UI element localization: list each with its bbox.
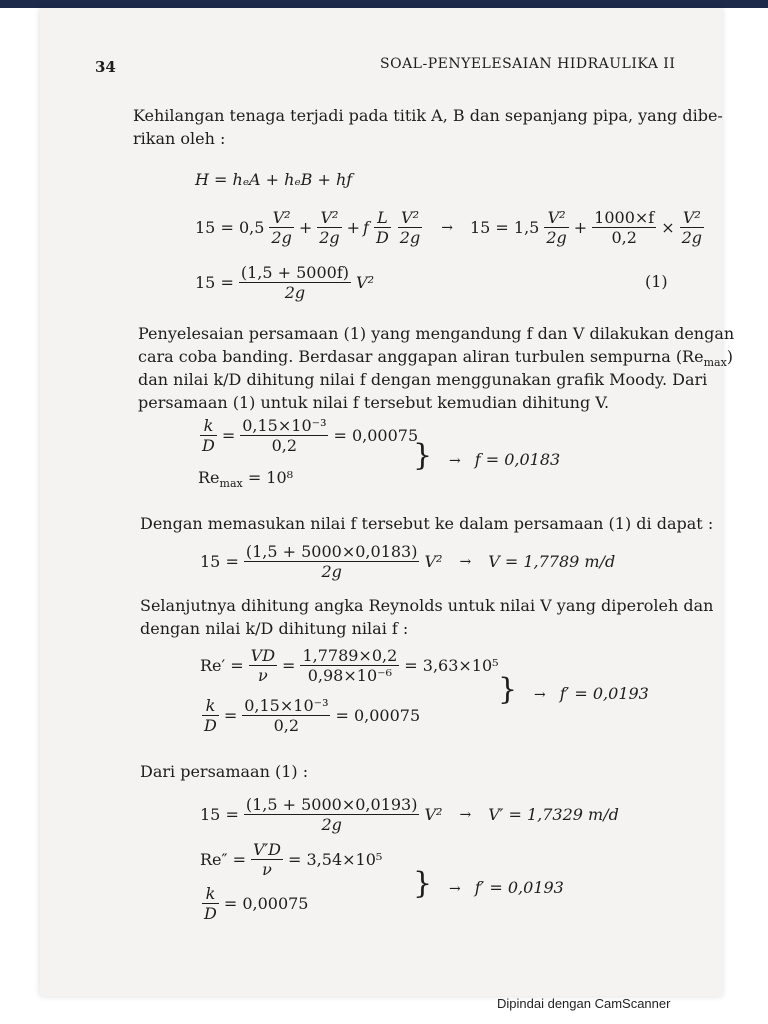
paragraph-2-line-1: Penyelesaian persamaan (1) yang mengandung f dan V dilakukan dengan	[138, 324, 735, 343]
eq1-arrow-icon: →	[441, 219, 453, 236]
eq1-times: ×	[661, 218, 675, 237]
paragraph-2-line-2-text: cara coba banding. Berdasar anggapan aliran turbulen sempurna (Re	[138, 347, 704, 366]
eq3-den: 0,2	[271, 436, 298, 455]
eq6-lhs: 15 =	[200, 805, 239, 824]
eq1-fraction-e	[592, 208, 656, 247]
paragraph-4-line-2: dengan nilai k/D dihitung nilai f :	[140, 619, 409, 638]
eq5-k: k	[202, 696, 219, 716]
equation-k-over-d-3	[200, 884, 308, 923]
page-number: 34	[95, 58, 116, 76]
paragraph-2-line-2	[138, 345, 734, 368]
paragraph-4	[140, 594, 713, 640]
paragraph-1-line-2: rikan oleh :	[133, 129, 226, 148]
paragraph-1	[133, 104, 723, 150]
eq6-k: k	[202, 884, 219, 904]
eq5-num2: 0,15×10⁻³	[244, 696, 329, 715]
equation-reynolds-2	[200, 840, 382, 879]
eq1-frac-b-den: 2g	[319, 228, 340, 247]
eq5-result2: = 0,00075	[335, 706, 421, 725]
eq2-den: 2g	[284, 283, 306, 302]
eq2-num: (1,5 + 5000f)	[240, 263, 350, 282]
eq4-fraction	[244, 542, 420, 581]
eq3-k: k	[200, 416, 217, 436]
eq1-frac-c-num: V²	[398, 208, 422, 228]
eq6-kd-result: = 0,00075	[223, 894, 309, 913]
paragraph-2-line-2-end: )	[726, 347, 734, 366]
eq4-v2: V²	[424, 552, 443, 571]
equation-reynolds-1: Re′ = $\frac{VD}{\nu}$ = $\frac{1,7789\times 0,2}{\text{0,98×10⁻⁶}}$ = 3,63×10⁵	[200, 646, 499, 685]
eq1-fraction-c	[398, 208, 422, 247]
paragraph-3: Dengan memasukan nilai f tersebut ke dalam persamaan (1) di dapat :	[140, 514, 714, 533]
eq5-den: 0,98×10⁻⁶	[307, 666, 392, 685]
paragraph-1-line-1: Kehilangan tenaga terjadi pada titik A, B dan sepanjang pipa, yang dibe-	[133, 106, 723, 125]
eq5-f-result-group	[520, 684, 649, 703]
scanner-watermark: Dipindai dengan CamScanner	[497, 996, 671, 1011]
eq1-frac-d-num: V²	[544, 208, 568, 228]
eq3-result: = 0,00075	[333, 426, 419, 445]
eq5-arrow-icon: →	[534, 687, 546, 703]
equation-re-max	[198, 468, 294, 491]
eq3-f-result-group	[435, 450, 560, 469]
eq1-rhs-lhs: 15 = 1,5	[469, 218, 540, 237]
equation-k-over-d: $\frac{k}{D}$ = $\frac{\text{0,15×10⁻³}}{0,2}$ = 0,00075	[202, 416, 419, 455]
eq6-re-result: = 3,54×10⁵	[288, 850, 383, 869]
eq5-re: Re′ =	[200, 656, 244, 675]
eq1-lhs: 15 = 0,5	[195, 218, 265, 237]
eq6-nu: ν	[262, 860, 272, 879]
eq6-f-result: f′ = 0,0193	[474, 878, 564, 897]
eq3-fraction-value	[240, 416, 328, 455]
eq5-nu: ν	[257, 666, 268, 685]
paragraph-5: Dari persamaan (1) :	[140, 762, 309, 781]
eq5-fraction-value-2	[242, 696, 330, 735]
equation-velocity-1	[200, 542, 615, 581]
eq1-fraction-d	[544, 208, 568, 247]
paragraph-4-line-1: Selanjutnya dihitung angka Reynolds untuk nilai V yang diperoleh dan	[140, 596, 714, 615]
eq1-frac-a-num: V²	[269, 208, 293, 228]
eq1-plus-2: +	[346, 218, 361, 237]
eq5-d: D	[204, 716, 217, 735]
eq5-f-result: f′ = 0,0193	[559, 684, 649, 703]
eq6-den: 2g	[321, 815, 342, 834]
eq6-result: V′ = 1,7329 m/d	[488, 805, 619, 824]
eq5-num: 1,7789×0,2	[302, 646, 398, 665]
equation-1	[195, 263, 374, 302]
equation-1-expanded	[195, 208, 706, 247]
eq1-fraction-f	[680, 208, 704, 247]
paragraph-2-line-4: persamaan (1) untuk nilai f tersebut kemudian dihitung V.	[138, 393, 610, 412]
top-edge-bar	[0, 0, 768, 8]
eq5-den2: 0,2	[273, 716, 300, 735]
eq2-v2: V²	[356, 273, 374, 292]
equation-total-head: H = hₑA + hₑB + hƒ	[195, 170, 353, 189]
eq5-result: = 3,63×10⁵	[404, 656, 499, 675]
eq4-lhs: 15 =	[200, 552, 239, 571]
eq3-re-sub: max	[219, 477, 243, 491]
eq1-fraction-a	[269, 208, 293, 247]
eq1-fraction-ld	[374, 208, 391, 247]
eq1-frac-b-num: V²	[317, 208, 341, 228]
eq4-result: V = 1,7789 m/d	[488, 552, 616, 571]
eq1-frac-e-num: 1000×f	[594, 208, 655, 227]
eq6-fraction-kd	[202, 884, 219, 923]
eq6-fraction	[244, 795, 420, 834]
eq5-fraction-vd	[249, 646, 277, 685]
eq3-arrow-icon: →	[449, 453, 461, 469]
eq1-frac-f-num: V²	[680, 208, 704, 228]
eq6-num: (1,5 + 5000×0,0193)	[245, 795, 418, 814]
paragraph-2-line-2-sub: max	[703, 356, 727, 370]
brace-1: }	[413, 438, 433, 473]
paragraph-2-line-3: dan nilai k/D dihitung nilai f dengan menggunakan grafik Moody. Dari	[138, 370, 708, 389]
eq5-vd: VD	[250, 646, 276, 665]
eq1-fraction-b	[317, 208, 341, 247]
eq2-lhs: 15 =	[195, 273, 234, 292]
equation-velocity-2	[200, 795, 619, 834]
eq3-re-value: = 10⁸	[247, 468, 294, 487]
paragraph-2	[138, 322, 734, 414]
equation-1-label: (1)	[645, 272, 668, 291]
eq6-re: Re″ =	[200, 850, 246, 869]
eq3-re-label: Re	[198, 468, 220, 487]
eq6-arrow-icon: →	[449, 881, 461, 897]
eq6-vd: V′D	[252, 840, 281, 859]
eq3-fraction-kd	[200, 416, 217, 455]
eq6-arrow-icon: →	[459, 806, 472, 823]
equation-k-over-d-2: $\frac{k}{D}$ = $\frac{\text{0,15×10⁻³}}{0,2}$ = 0,00075	[204, 696, 421, 735]
eq4-arrow-icon: →	[459, 553, 472, 570]
eq4-den: 2g	[321, 562, 342, 581]
eq1-frac-f-den: 2g	[681, 228, 703, 247]
eq1-frac-ld-den: D	[375, 228, 389, 247]
eq3-d: D	[202, 436, 215, 455]
eq6-f-result-group	[435, 878, 564, 897]
eq1-plus-3: +	[573, 218, 588, 237]
eq4-num: (1,5 + 5000×0,0183)	[245, 542, 418, 561]
eq1-frac-d-den: 2g	[546, 228, 567, 247]
eq5-fraction-value	[300, 646, 399, 685]
eq1-frac-e-den: 0,2	[611, 228, 637, 247]
eq1-f: f	[363, 218, 369, 237]
eq6-v2: V²	[424, 805, 443, 824]
eq6-fraction-vd	[251, 840, 283, 879]
brace-2: }	[498, 672, 518, 707]
eq1-plus-1: +	[298, 218, 313, 237]
running-header: SOAL-PENYELESAIAN HIDRAULIKA II	[380, 56, 676, 72]
eq1-frac-a-den: 2g	[271, 228, 292, 247]
eq2-fraction	[239, 263, 351, 302]
eq5-fraction-kd	[202, 696, 219, 735]
eq1-frac-c-den: 2g	[399, 228, 421, 247]
brace-3: }	[413, 866, 433, 901]
eq1-frac-ld-num: L	[374, 208, 391, 228]
eq3-f-result: f = 0,0183	[474, 450, 561, 469]
eq6-d: D	[204, 904, 217, 923]
eq3-num: 0,15×10⁻³	[242, 416, 327, 435]
